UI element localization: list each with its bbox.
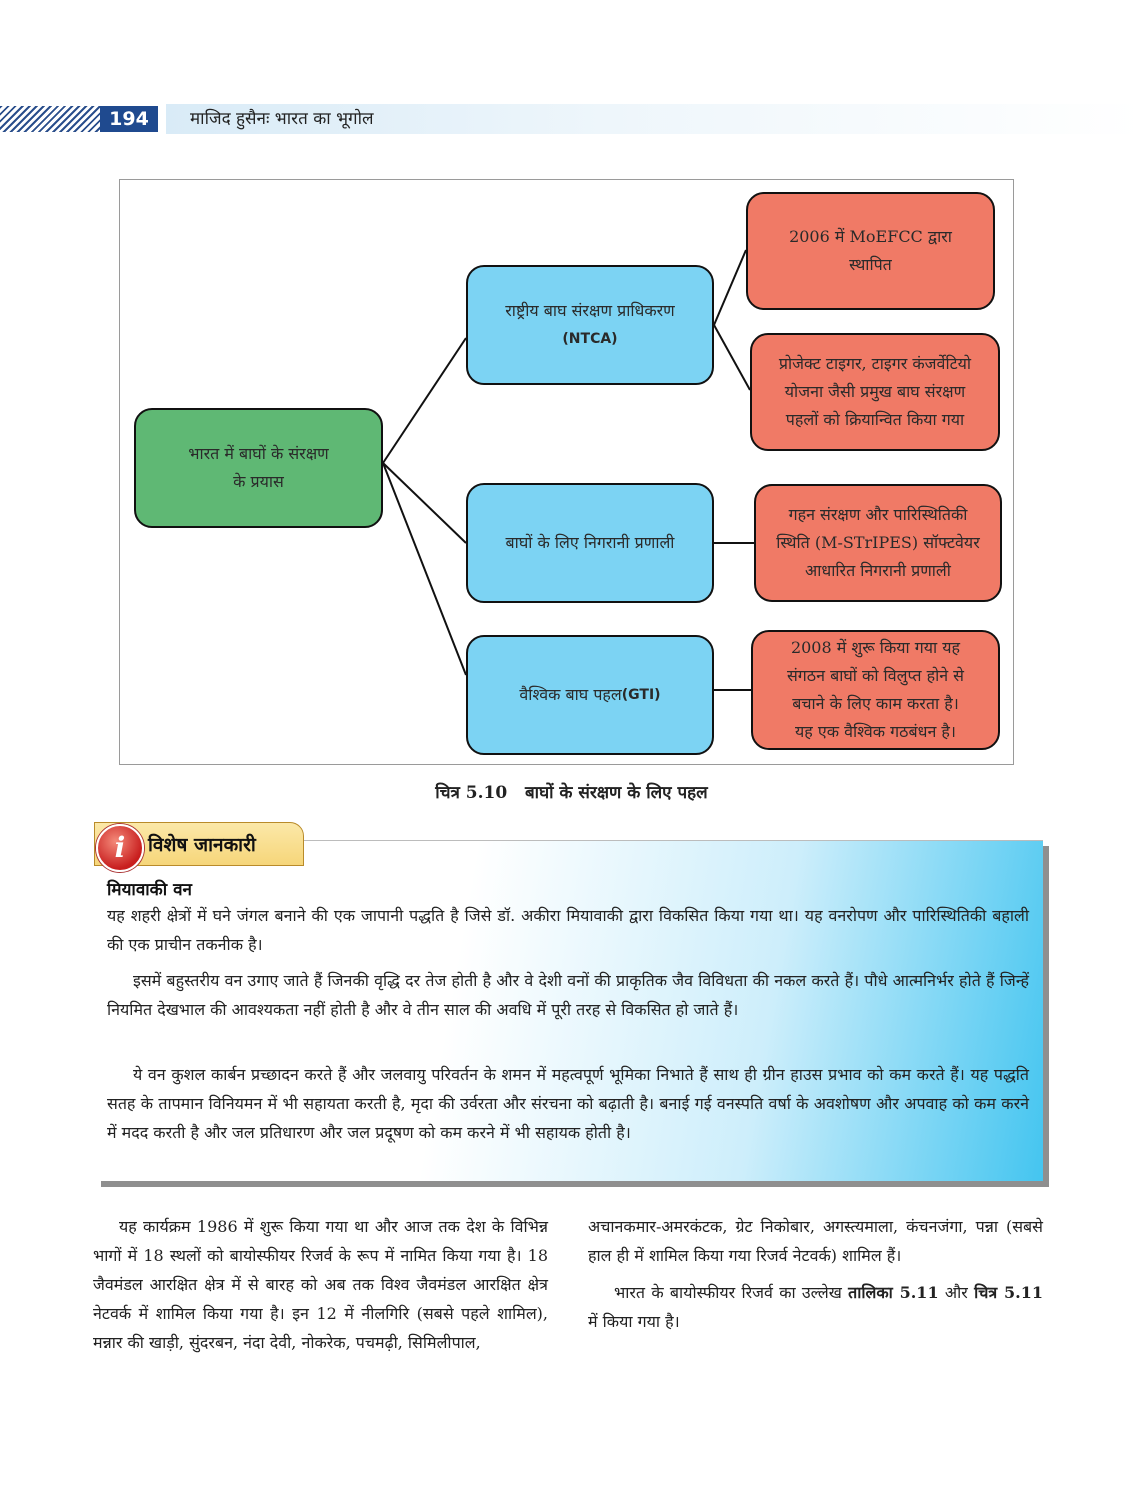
monitoring-fact-label: गहन संरक्षण और पारिस्थितिकी स्थिति (M-STrIPES) सॉफ्टवेयर आधारित निगरानी प्रणाली — [776, 505, 980, 580]
connector-root-monitoring — [383, 463, 466, 543]
page-number: 194 — [100, 106, 158, 132]
ref-text-and: और — [944, 1283, 968, 1302]
ref-text-after: में किया गया है। — [588, 1312, 680, 1331]
left-column — [93, 1212, 548, 1357]
ntca-node-label: राष्ट्रीय बाघ संरक्षण प्राधिकरण — [505, 301, 675, 320]
ntca-node — [466, 265, 714, 385]
info-paragraph-3: ये वन कुशल कार्बन प्रच्छादन करते हैं और जलवायु परिवर्तन के शमन में महत्वपूर्ण भूमिका निभाते हैं साथ ही ग्रीन हाउस प्रभाव को कम करते हैं। यह पद्धति सतह के तापमान विनियमन में भी सहायता करती है, मृदा की उर्वरता और संरचना को बढ़ाती है। बनाई गई वनस्पति वर्षा के अवशोषण और अपवाह को कम करने में मदद करती है और जल प्रतिधारण और जल प्रदूषण को कम करने में भी सहायक होती है। — [107, 1065, 1029, 1142]
right-column — [588, 1212, 1043, 1336]
connector-ntca-fact1 — [714, 250, 746, 325]
ntca-fact-programs-label: प्रोजेक्ट टाइगर, टाइगर कंजर्वेटियो योजना जैसी प्रमुख बाघ संरक्षण पहलों को क्रियान्वित किया गया — [778, 354, 972, 429]
root-node-label: भारत में बाघों के संरक्षण के प्रयास — [188, 444, 329, 491]
connector-root-gti — [383, 463, 466, 675]
ntca-fact-established-label: 2006 में MoEFCC द्वारा स्थापित — [789, 227, 952, 274]
monitoring-fact-node — [754, 484, 1002, 602]
connector-ntca-fact2 — [714, 325, 750, 390]
ntca-node-abbr: (NTCA) — [562, 331, 618, 347]
root-node — [134, 408, 383, 528]
info-box-heading: मियावाकी वन — [107, 880, 192, 900]
left-column-paragraph: यह कार्यक्रम 1986 में शुरू किया गया था और आज तक देश के विभिन्न भागों में 18 स्थलों को बायोस्फीयर रिजर्व के रूप में नामित किया गया है। 18 जैवमंडल आरक्षित क्षेत्र में से बारह को अब तक विश्व जैवमंडल आरक्षित क्षेत्र नेटवर्क में शामिल किया गया है। इन 12 में नीलगिरि (सबसे पहले शामिल), मन्नार की खाड़ी, सुंदरबन, नंदा देवी, नोकरेक, पचमढ़ी, सिमिलीपाल, — [93, 1217, 548, 1352]
figure-caption: चित्र 5.10 बाघों के संरक्षण के लिए पहल — [435, 783, 708, 803]
info-paragraph-2: इसमें बहुस्तरीय वन उगाए जाते हैं जिनकी वृद्धि दर तेज होती है और वे देशी वनों की प्राकृतिक जैव विविधता की नकल करते हैं। पौधे आत्मनिर्भर होते हैं जिन्हें नियमित देखभाल की आवश्यकता नहीं होती है और वे तीन साल की अवधि में पूरी तरह से विकसित हो जाते हैं। — [107, 971, 1029, 1019]
gti-fact-node — [751, 630, 1000, 750]
connector-root-ntca — [383, 338, 466, 463]
right-column-paragraph-2 — [588, 1278, 1043, 1336]
gti-node — [466, 635, 714, 755]
monitoring-node — [466, 483, 714, 603]
info-paragraph-1: यह शहरी क्षेत्रों में घने जंगल बनाने की एक जापानी पद्धति है जिसे डॉ. अकीरा मियावाकी द्वारा विकसित किया गया था। यह वनरोपण और पारिस्थितिकी बहाली की एक प्राचीन तकनीक है। — [107, 906, 1029, 954]
right-column-paragraph-1: अचानकमार-अमरकंटक, ग्रेट निकोबार, अगस्त्यमाला, कंचनजंगा, पन्ना (सबसे हाल ही में शामिल किया गया रिजर्व नेटवर्क) शामिल हैं। — [588, 1217, 1043, 1265]
gti-node-abbr: (GTI) — [621, 687, 661, 703]
ntca-fact-programs-node — [750, 333, 1000, 451]
gti-fact-label: 2008 में शुरू किया गया यह संगठन बाघों को विलुप्त होने से बचाने के लिए काम करता है। यह एक वैश्विक गठबंधन है। — [786, 638, 964, 741]
ref-text-before: भारत के बायोस्फीयर रिजर्व का उल्लेख — [614, 1283, 842, 1302]
info-icon: i — [96, 824, 144, 872]
running-header-title: माजिद हुसैनः भारत का भूगोल — [166, 104, 1143, 134]
gti-node-label: वैश्विक बाघ पहल — [519, 685, 622, 704]
figure-reference: चित्र 5.11 — [974, 1283, 1043, 1302]
info-box-title: विशेष जानकारी — [148, 834, 256, 856]
monitoring-node-label: बाघों के लिए निगरानी प्रणाली — [505, 533, 675, 552]
table-reference: तालिका 5.11 — [848, 1283, 939, 1302]
ntca-fact-established-node — [746, 192, 995, 310]
